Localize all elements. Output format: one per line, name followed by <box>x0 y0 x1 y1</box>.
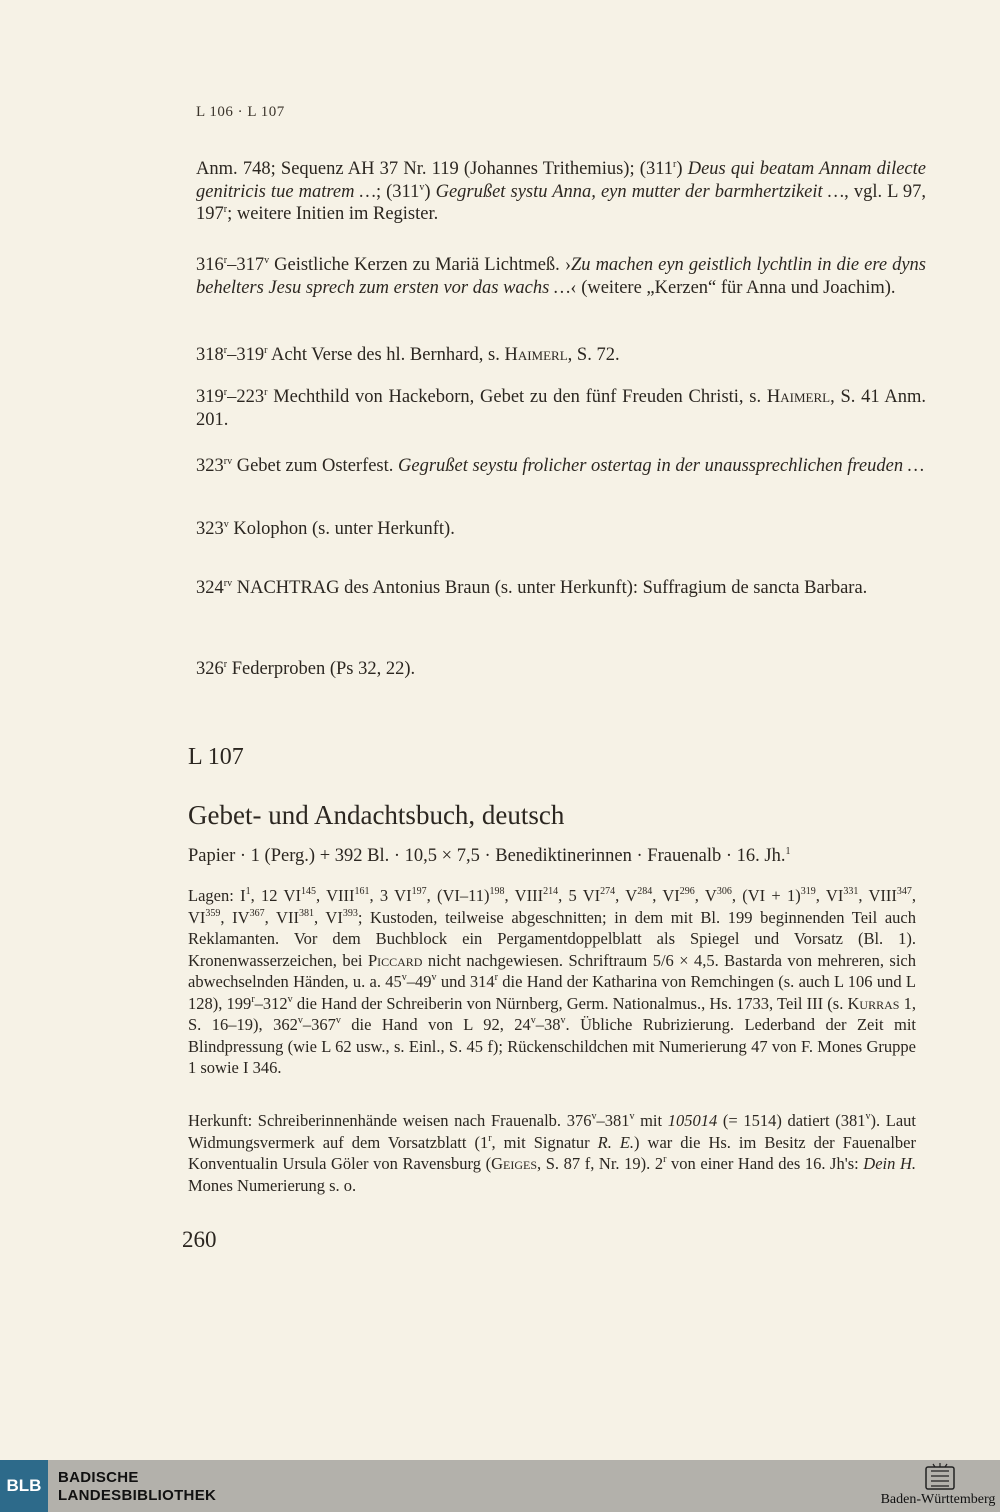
entry-metadata: Papier · 1 (Perg.) + 392 Bl. · 10,5 × 7,5 · Benediktinerinnen · Frauenalb · 16. Jh.$^1$ <box>188 846 791 866</box>
herkunft-paragraph: Herkunft: Schreiberinnenhände weisen nach Frauenalb. 376$^v$–381$^v$ mit 105014 (= 1514) datiert (381$^v$). Laut Widmungsvermerk auf dem Vorsatzblatt (1$^r$, mit Signatur R. E.) war die Hs. im Besitz der Fauenalber Konventualin Ursula Göler von Ravensburg (Geiges, S. 87 f, Nr. 19). 2$^r$ von einer Hand des 16. Jh's: Dein H. Mones Numerierung s. o. <box>188 1111 917 1195</box>
entry-326: 326$^r$ Federproben (Ps 32, 22). <box>196 659 416 679</box>
entry-anm-748: Anm. 748; Sequenz AH 37 Nr. 119 (Johannes Trithemius); (311$^r$) Deus qui beatam Annam dilecte genitricis tue matrem …; (311$^v$) Gegrußet systu Anna, eyn mutter der barmhertzikeit …, vgl. L 97, 197$^r$; weitere Initien im Register. <box>196 159 926 224</box>
entry-323rv: $323^{rv}$ Gebet zum Osterfest. Gegrußet seystu frolicher ostertag in der unaussprechlichen freuden … <box>196 456 925 476</box>
entry-318: 318$^r$–319$^r$ Acht Verse des hl. Bernhard, s. Haimerl, S. 72. <box>196 345 620 365</box>
coat-of-arms-icon <box>923 1462 957 1492</box>
entry-title: Gebet- und Andachtsbuch, deutsch <box>188 800 565 830</box>
running-head: L 106 · L 107 <box>196 104 285 120</box>
lagen-paragraph: Lagen: $I^1$, 12 VI$^{145}$, VIII$^{161}$, 3 VI$^{197}$, $(VI-11)^{198}$, VIII$^{214}$, 5 VI$^{274}$, $V^{284}$, VI$^{296}$, $V^{306}$, (VI + 1)$^{319}$, VI$^{331}$, VIII$^{347}$, VI$^{359}$, IV$^{367}$, VII$^{381}$, VI$^{393}$; Kustoden, teilweise abgeschnitten; in dem mit Bl. 199 beginnenden Teil auch Reklamanten. Vor dem Buchblock ein Pergamentdoppelblatt als Spiegel und Vorsatz (Bl. 1). Kronenwasserzeichen, bei Piccard nicht nachgewiesen. Schriftraum 5/6 × 4,5. Bastarda von mehreren, sich abwechselnden Händen, u. a. 45$^v$–49$^v$ und 314$^r$ die Hand der Katharina von Remchingen (s. auch L 106 und L 128), 199$^r$–312$^v$ die Hand der Schreiberin von Nürnberg, Germ. Nationalmus., Hs. 1733, Teil III (s. Kurras 1, S. 16–19), 362$^v$–367$^v$ die Hand von L 92, 24$^v$–38$^v$. Übliche Rubrizierung. Lederband der Zeit mit Blindpressung (wie L 62 usw., s. Einl., S. 45 f); Rückenschildchen mit Numerierung 47 von F. Mones Gruppe 1 sowie I 346. <box>188 886 917 1077</box>
state-name: Baden-Württemberg <box>880 1492 996 1507</box>
entry-316: 316$^r$–317$^v$ Geistliche Kerzen zu Mariä Lichtmeß. ›Zu machen eyn geistlich lychtlin in die ere dyns behelters Jesu sprech zum ersten vor das wachs …‹ (weitere „Kerzen“ für Anna und Joachim). <box>196 255 926 298</box>
library-name-line1: BADISCHE <box>58 1469 139 1486</box>
footer-bar <box>0 1460 1000 1512</box>
entry-323v: 323$^v$ Kolophon (s. unter Herkunft). <box>196 519 455 539</box>
library-name[interactable] <box>58 1469 216 1505</box>
entry-number: L 107 <box>188 744 244 770</box>
blb-logo[interactable]: BLB <box>0 1460 48 1512</box>
entry-324: $324^{rv}$ NACHTRAG des Antonius Braun (s. unter Herkunft): Suffragium de sancta Barbara. <box>196 578 868 598</box>
library-name-line2: LANDESBIBLIOTHEK <box>58 1487 217 1504</box>
page-number: 260 <box>182 1227 217 1252</box>
entry-319: 319$^r$–223$^r$ Mechthild von Hackeborn, Gebet zu den fünf Freuden Christi, s. Haimerl, S. 41 Anm. 201. <box>196 387 926 430</box>
